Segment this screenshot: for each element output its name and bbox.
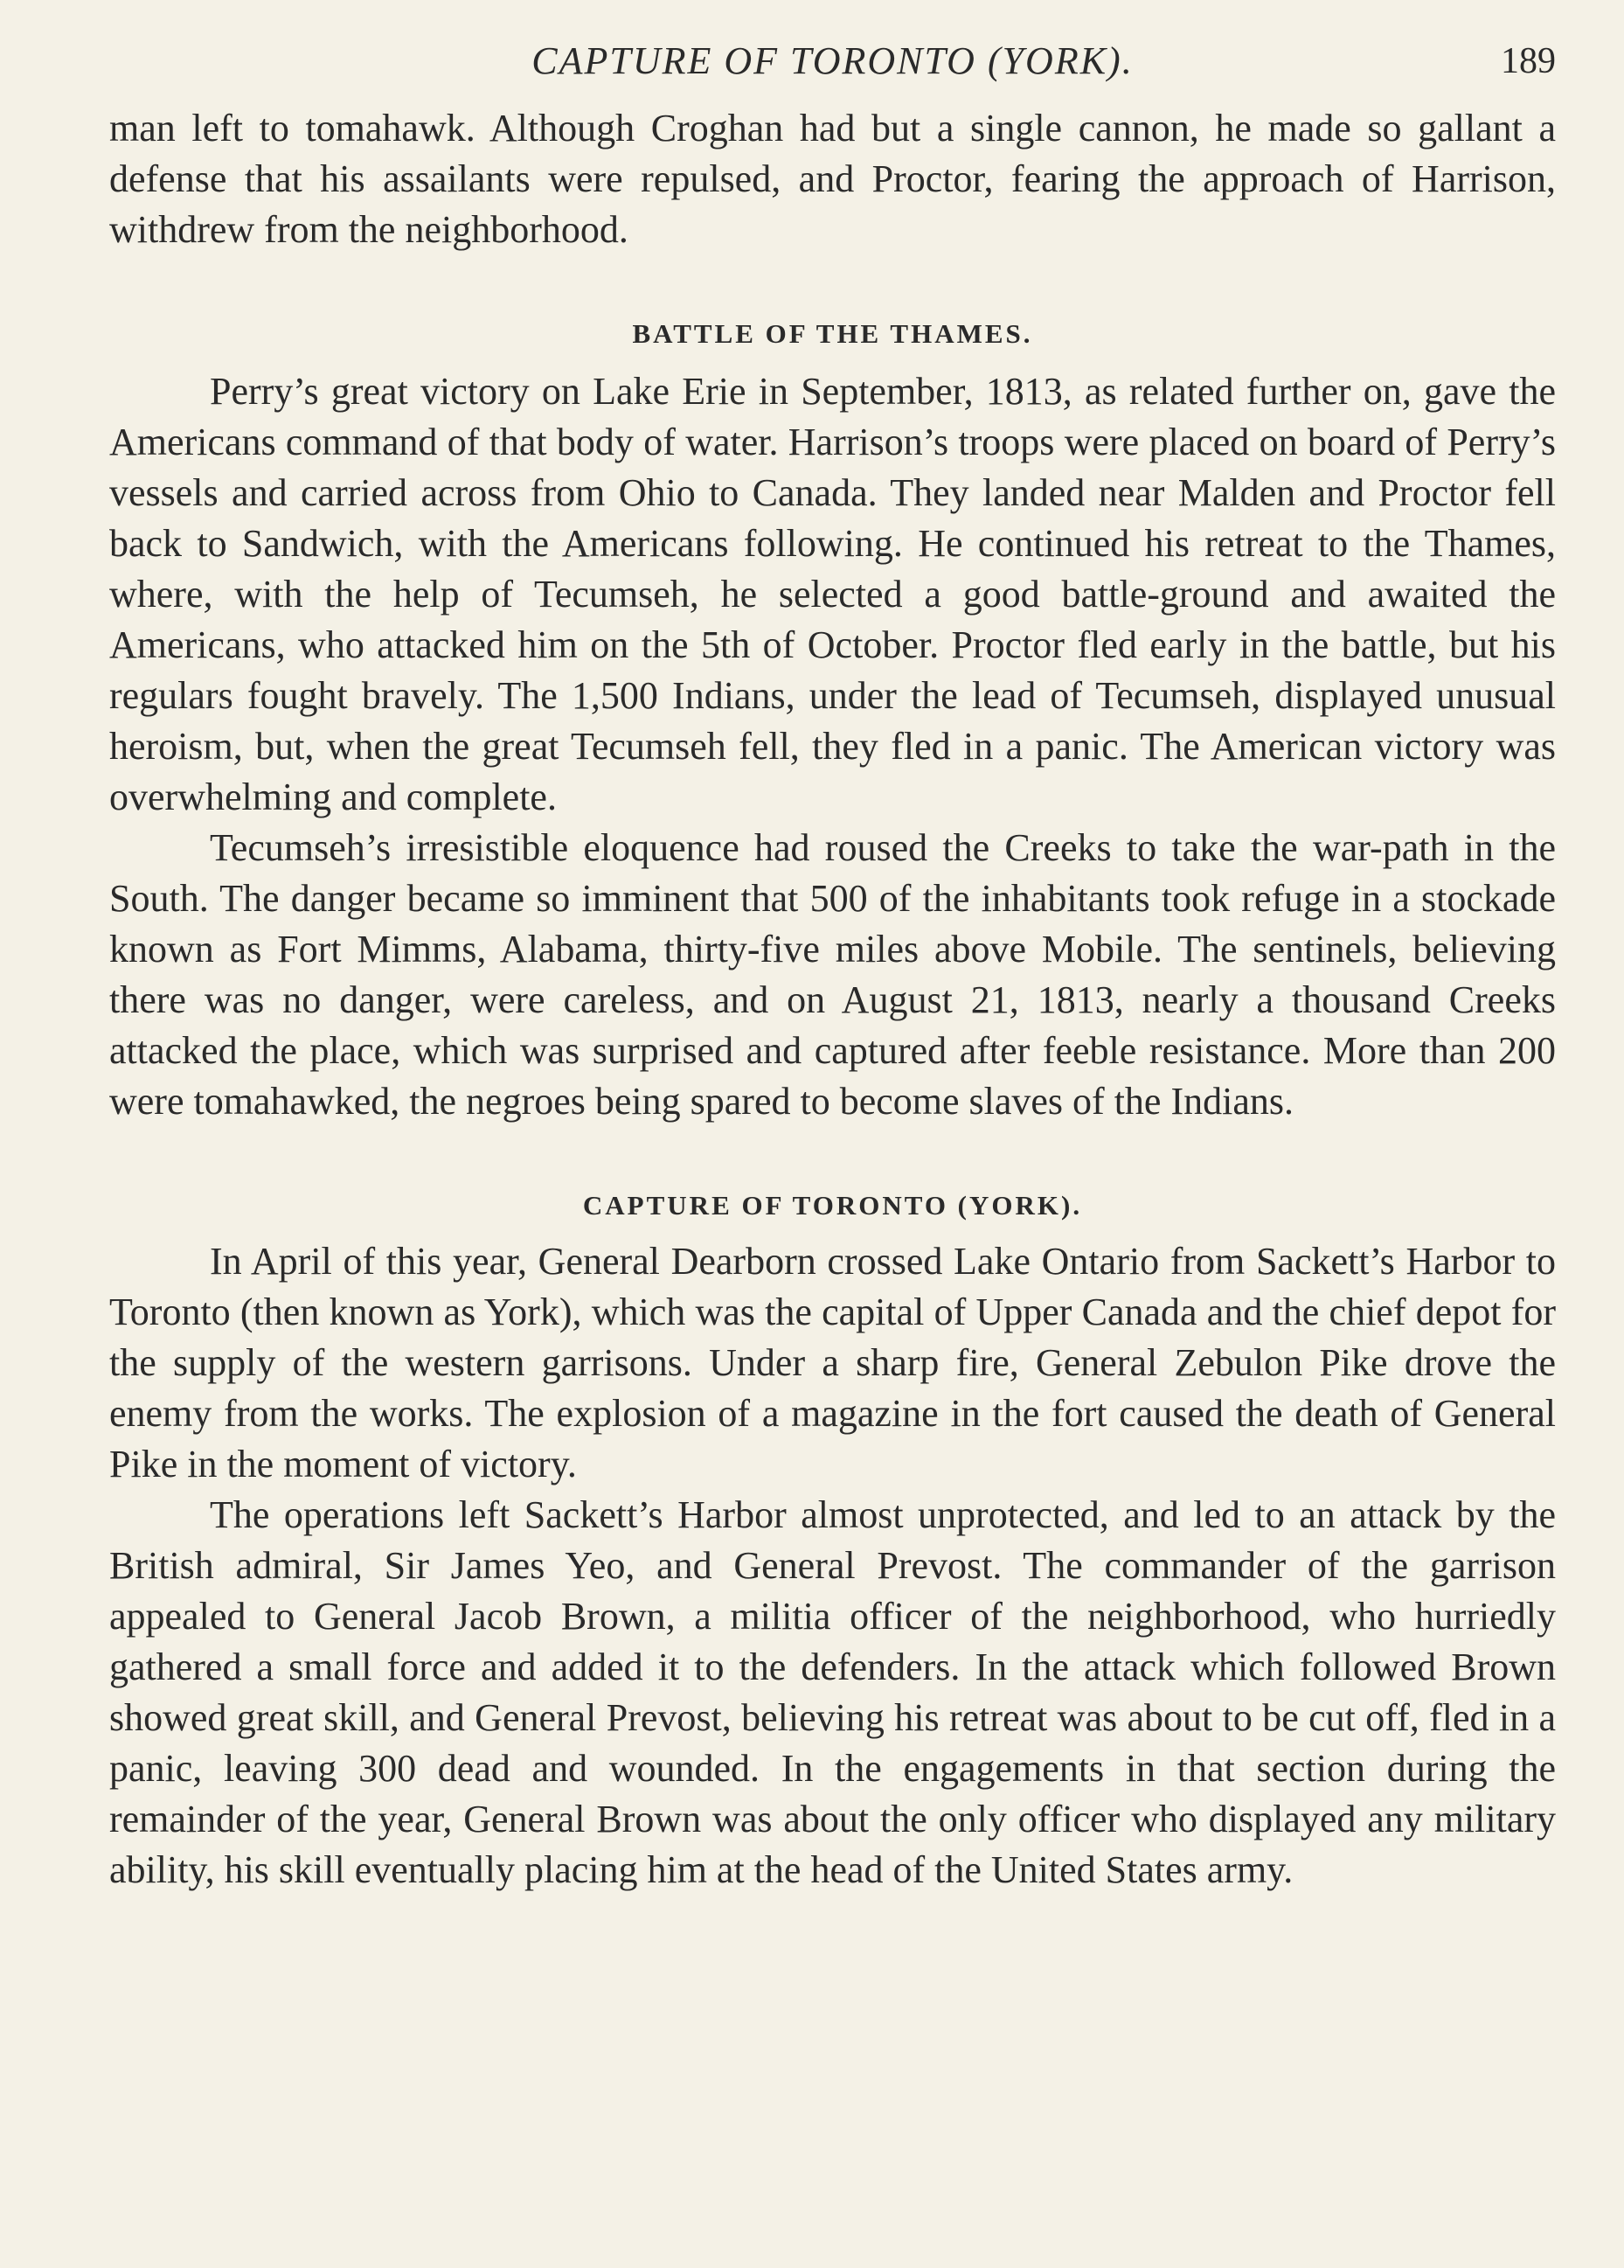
paragraph: In April of this year, General Dearborn crossed Lake Ontario from Sackett’s Harbor to Toronto (then known as York), which was the capital of Upper Canada and the chief depot for the supply of the western garrisons. Under a sharp fire, General Zebulon Pike drove the enemy from the works. The explosion of a magazine in the fort caused the death of General Pike in the moment of victory. xyxy=(109,1240,1556,1485)
paragraph: Perry’s great victory on Lake Erie in September, 1813, as related further on, gave the Americans command of that body of water. Harrison’s troops were placed on board of Perry’s vessels and carried across from Ohio to Canada. They landed near Malden and Proctor fell back to Sandwich, with the Americans following. He continued his retreat to the Thames, where, with the help of Tecumseh, he selected a good battle-ground and awaited the Americans, who attacked him on the 5th of October. Proctor fled early in the battle, but his regulars fought bravely. The 1,500 Indians, under the lead of Tecumseh, displayed unusual heroism, but, when the great Tecumseh fell, they fled in a panic. The American victory was overwhelming and complete. xyxy=(109,370,1556,818)
paragraph: The operations left Sackett’s Harbor almost unprotected, and led to an attack by the British admiral, Sir James Yeo, and General Prevost. The commander of the garrison appealed to General Jacob Brown, a militia officer of the neighborhood, who hurriedly gathered a small force and added it to the defenders. In the attack which followed Brown showed great skill, and General Prevost, believing his retreat was about to be cut off, fled in a panic, leaving 300 dead and wounded. In the engagements in that section during the remainder of the year, General Brown was about the only officer who displayed any military ability, his skill eventually placing him at the head of the United States army. xyxy=(109,1493,1556,1891)
continued-paragraph: man left to tomahawk. Although Croghan had but a single cannon, he made so gallant a defense that his assailants were repulsed, and Proctor, fearing the approach of Harrison, withdrew from the neighborhood. xyxy=(109,107,1556,251)
section-heading-capture-of-toronto: CAPTURE OF TORONTO (YORK). xyxy=(582,1190,1083,1221)
paragraph: Tecumseh’s irresistible eloquence had roused the Creeks to take the war-path in the South. The danger became so imminent that 500 of the inhabitants took refuge in a stockade known as Fort Mimms, Alabama, thirty-five miles above Mobile. The sentinels, believing there was no danger, were careless, and on August 21, 1813, nearly a thousand Creeks attacked the place, which was surprised and captured after feeble resistance. More than 200 were tomahawked, the negroes being spared to become slaves of the Indians. xyxy=(109,826,1556,1123)
page-number: 189 xyxy=(1501,41,1556,81)
running-title: CAPTURE OF TORONTO (YORK). xyxy=(531,39,1134,82)
body-text xyxy=(109,103,1556,1896)
running-head xyxy=(109,38,1556,91)
section-heading-battle-of-the-thames: BATTLE OF THE THAMES. xyxy=(632,318,1033,349)
